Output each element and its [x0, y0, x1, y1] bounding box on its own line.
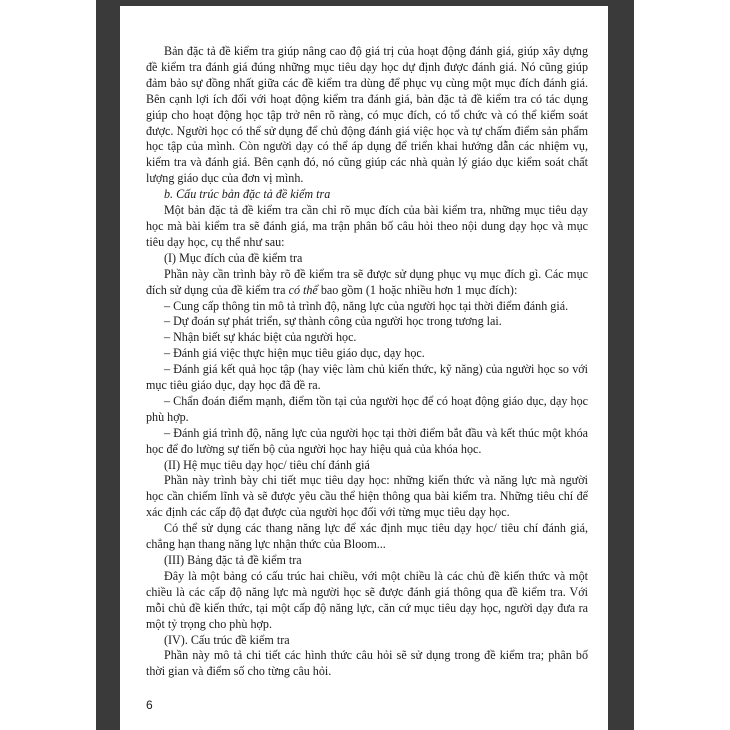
list-item: – Nhận biết sự khác biệt của người học.: [164, 330, 357, 345]
paragraph-intro: Bản đặc tả đề kiểm tra giúp nâng cao độ giá trị của hoạt động đánh giá, giúp xây dựng đề kiểm tra đánh giá đúng những mục tiêu dạy học dự định được đánh giá. Nó cũng giúp đảm bảo sự đồng nhất giữa các đề kiểm tra dùng để phục vụ cùng một mục đích đánh giá. Bên cạnh lợi ích đối với hoạt động kiểm tra đánh giá, bản đặc tả đề kiểm tra có tác dụng giúp cho hoạt động học tập trở nên rõ ràng, có mục đích, có tổ chức và có thể kiểm soát được. Người học có thể sử dụng để chủ động đánh giá việc học và tự chấm điểm sản phẩm học tập của mình. Còn người dạy có thể áp dụng để triển khai hướng dẫn các nhiệm vụ, kiểm tra và đánh giá. Bên cạnh đó, nó cũng giúp các nhà quản lý giáo dục kiểm soát chất lượng giáo dục của đơn vị mình.: [146, 44, 588, 186]
list-item: – Dự đoán sự phát triển, sự thành công của người học trong tương lai.: [164, 314, 502, 329]
list-item: – Đánh giá việc thực hiện mục tiêu giáo dục, dạy học.: [164, 346, 425, 361]
subheading-purpose: (I) Mục đích của đề kiểm tra: [164, 250, 303, 265]
book-page: [120, 6, 608, 730]
list-item: – Đánh giá kết quả học tập (hay việc làm chủ kiến thức, kỹ năng) của người học so với mục tiêu giáo dục, dạy học đã đề ra.: [146, 362, 588, 393]
page-body-text: [146, 44, 588, 680]
list-item: – Cung cấp thông tin mô tả trình độ, năng lực của người học tại thời điểm đánh giá.: [164, 298, 569, 313]
subheading-objectives: (II) Hệ mục tiêu dạy học/ tiêu chí đánh giá: [164, 457, 370, 472]
paragraph-purpose: Phần này cần trình bày rõ đề kiểm tra sẽ được sử dụng phục vụ mục đích gì. Các mục đích sử dụng của đề kiểm tra có thể bao gồm (1 hoặc nhiều hơn 1 mục đích):: [146, 266, 588, 297]
list-item: – Chẩn đoán điểm mạnh, điểm tồn tại của người học để có hoạt động giáo dục, dạy học phù hợp.: [146, 393, 588, 424]
section-heading: b. Cấu trúc bản đặc tả đề kiểm tra: [164, 187, 331, 202]
paragraph-objectives: Phần này trình bày chi tiết mục tiêu dạy học: những kiến thức và năng lực mà người học cần chiếm lĩnh và sẽ được yêu cầu thể hiện thông qua bài kiểm tra. Những tiêu chí để xác định các cấp độ đạt được của người học đối với từng mục tiêu dạy học.: [146, 473, 588, 520]
subheading-test-structure: (IV). Cấu trúc đề kiểm tra: [164, 632, 290, 647]
page-number: 6: [146, 698, 153, 712]
paragraph-bloom: Có thể sử dụng các thang năng lực để xác định mục tiêu dạy học/ tiêu chí đánh giá, chẳng hạn thang năng lực nhận thức của Bloom...: [146, 521, 588, 552]
paragraph-structure: Một bản đặc tả đề kiểm tra cần chỉ rõ mục đích của bài kiểm tra, những mục tiêu dạy học mà bài kiểm tra sẽ đánh giá, ma trận phân bố câu hỏi theo nội dung dạy học và mục tiêu dạy học, cụ thể như sau:: [146, 203, 588, 249]
paragraph-test-structure: Phần này mô tả chi tiết các hình thức câu hỏi sẽ sử dụng trong đề kiểm tra; phân bố thời gian và điểm số cho từng câu hỏi.: [146, 648, 588, 679]
subheading-spec-table: (III) Bảng đặc tả đề kiểm tra: [164, 553, 302, 567]
paragraph-spec-table: Đây là một bảng có cấu trúc hai chiều, với một chiều là các chủ đề kiến thức và một chiều là các cấp độ năng lực mà người học sẽ được đánh giá thông qua đề kiểm tra. Với mỗi chủ đề kiến thức, tại một cấp độ năng lực, căn cứ mục tiêu dạy học, người dạy đưa ra một tỷ trọng cho phù hợp.: [146, 568, 588, 631]
list-item: – Đánh giá trình độ, năng lực của người học tại thời điểm bắt đầu và kết thúc một khóa học để đo lường sự tiến bộ của người học hay hiệu quả của khóa học.: [146, 425, 588, 456]
